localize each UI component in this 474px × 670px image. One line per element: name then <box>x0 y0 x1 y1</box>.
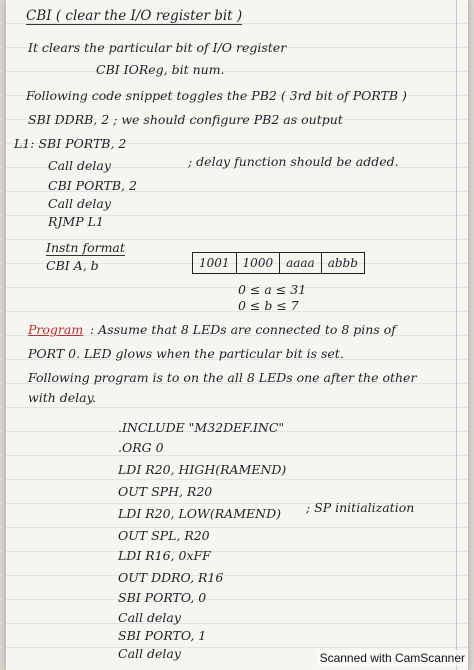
text-line-3: Following code snippet toggles the PB2 ( 3rd bit of PORTB ) <box>26 88 407 103</box>
code-cbi-portb: CBI PORTB, 2 <box>48 178 137 193</box>
program-text-1: : Assume that 8 LEDs are connected to 8 pins of <box>90 322 396 337</box>
code-line: SBI PORTO, 1 <box>118 628 207 643</box>
code-line: LDI R20, LOW(RAMEND) <box>118 506 281 521</box>
code-comment-delay: ; delay function should be added. <box>188 154 399 169</box>
code-rjmp: RJMP L1 <box>48 214 104 229</box>
code-line: OUT SPH, R20 <box>118 484 213 499</box>
program-text-2: PORT 0. LED glows when the particular bit is set. <box>28 346 344 361</box>
code-line: .ORG 0 <box>118 440 164 455</box>
instruction-format-syntax: CBI A, b <box>46 258 99 273</box>
code-line: Call delay <box>118 610 181 625</box>
instruction-format-label: Instn format <box>46 240 125 255</box>
code-call-delay-1: Call delay <box>48 158 111 173</box>
program-text-4: with delay. <box>28 390 96 405</box>
format-box: 1001 <box>192 252 236 274</box>
program-text-3: Following program is to on the all 8 LEDs one after the other <box>28 370 417 385</box>
instruction-format-boxes <box>192 252 365 274</box>
margin-line <box>456 0 457 670</box>
code-call-delay-2: Call delay <box>48 196 111 211</box>
text-line-1: It clears the particular bit of I/O register <box>28 40 287 55</box>
code-sbi-ddrb: SBI DDRB, 2 ; we should configure PB2 as output <box>28 112 343 127</box>
format-box: aaaa <box>279 252 321 274</box>
notebook-page <box>6 0 468 670</box>
code-line: SBI PORTO, 0 <box>118 590 207 605</box>
format-box: abbb <box>321 252 365 274</box>
range-b: 0 ≤ b ≤ 7 <box>238 298 299 313</box>
scanner-watermark: Scanned with CamScanner <box>317 650 468 666</box>
text-line-2: CBI IOReg, bit num. <box>96 62 225 77</box>
range-a: 0 ≤ a ≤ 31 <box>238 282 307 297</box>
code-line: OUT DDRO, R16 <box>118 570 224 585</box>
code-line: LDI R16, 0xFF <box>118 548 211 563</box>
page-heading: CBI ( clear the I/O register bit ) <box>26 8 243 24</box>
code-line: Call delay <box>118 646 181 661</box>
program-label: Program <box>28 322 84 337</box>
code-label-l1: L1: SBI PORTB, 2 <box>14 136 127 151</box>
format-box: 1000 <box>236 252 280 274</box>
code-comment-sp: ; SP initialization <box>306 500 415 515</box>
code-line: OUT SPL, R20 <box>118 528 210 543</box>
code-line: LDI R20, HIGH(RAMEND) <box>118 462 287 477</box>
code-line: .INCLUDE "M32DEF.INC" <box>118 420 285 435</box>
